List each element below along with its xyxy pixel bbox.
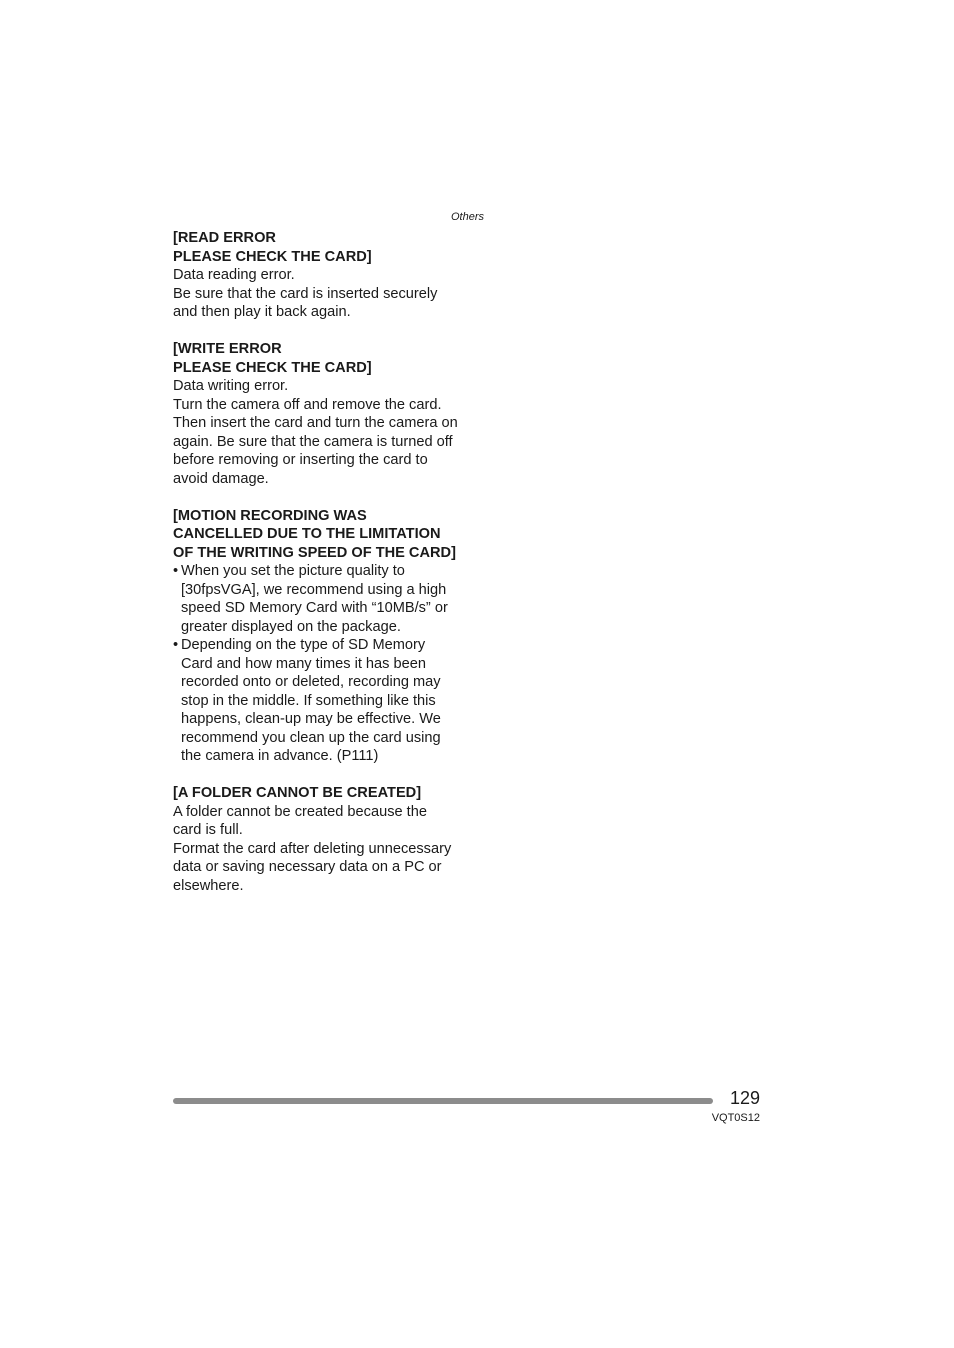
bullet-list — [173, 562, 458, 766]
bullet-text: When you set the picture quality to [30fpsVGA], we recommend using a high speed SD Memory Card with “10MB/s” or greater displayed on the package. — [181, 563, 448, 635]
section-label: Others — [450, 211, 484, 223]
heading-line: [WRITE ERROR — [173, 341, 282, 357]
paragraph: Be sure that the card is inserted securely and then play it back again. — [173, 285, 438, 320]
motion-recording-heading: [MOTION RECORDING WAS CANCELLED DUE TO THE LIMITATION OF THE WRITING SPEED OF THE CARD] — [173, 507, 456, 561]
folder-error-heading: [A FOLDER CANNOT BE CREATED] — [173, 785, 422, 801]
bullet-icon: • — [173, 637, 179, 653]
message-list — [173, 229, 458, 914]
document-code: VQT0S12 — [711, 1112, 760, 1124]
footer-divider — [173, 1098, 713, 1104]
paragraph: Data writing error. — [173, 378, 289, 394]
write-error-heading — [173, 340, 458, 377]
heading-line: PLEASE CHECK THE CARD] — [173, 359, 372, 376]
page-number: 129 — [729, 1088, 760, 1108]
bullet-text: Depending on the type of SD Memory Card and how many times it has been recorded onto or deleted, recording may stop in the middle. If something like this happens, clean-up may be effective. We recommend you clean up the card using the camera in advance. (P111) — [181, 637, 441, 764]
heading-line: [READ ERROR — [173, 230, 276, 246]
folder-error-entry — [173, 784, 458, 895]
motion-recording-entry — [173, 507, 458, 766]
paragraph: Turn the camera off and remove the card. Then insert the card and turn the camera on again. Be sure that the camera is turned off before removing or inserting the card to avoid damage. — [173, 396, 458, 487]
bullet-icon: • — [173, 563, 179, 579]
list-item — [173, 636, 458, 766]
read-error-entry — [173, 229, 458, 322]
paragraph: Format the card after deleting unnecessary data or saving necessary data on a PC or elsewhere. — [173, 840, 452, 894]
write-error-entry — [173, 340, 458, 488]
list-item — [173, 562, 458, 636]
heading-line: PLEASE CHECK THE CARD] — [173, 248, 372, 265]
paragraph: A folder cannot be created because the card is full. — [173, 803, 427, 838]
paragraph: Data reading error. — [173, 267, 295, 283]
read-error-heading — [173, 229, 458, 266]
